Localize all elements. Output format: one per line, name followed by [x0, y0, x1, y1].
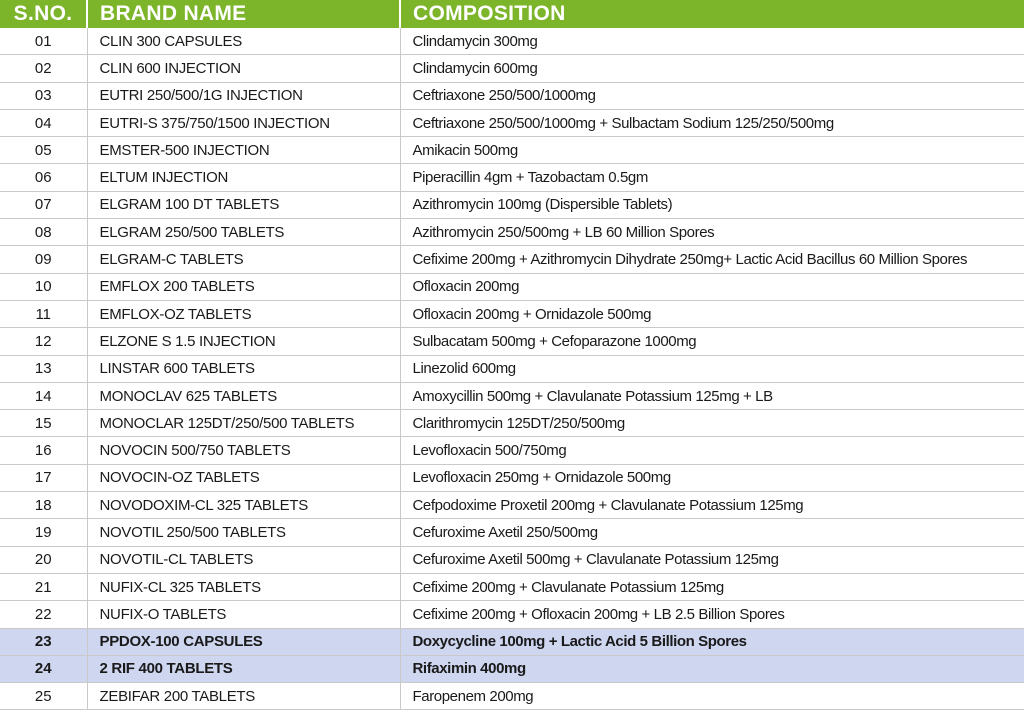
table-row	[0, 519, 1024, 546]
table-row	[0, 628, 1024, 655]
composition-cell: Cefuroxime Axetil 500mg + Clavulanate Potassium 125mg	[400, 546, 1024, 573]
brand-name-cell: MONOCLAV 625 TABLETS	[87, 382, 400, 409]
table-row	[0, 328, 1024, 355]
table-row	[0, 300, 1024, 327]
header-composition: COMPOSITION	[400, 0, 1024, 28]
sno-cell: 24	[0, 655, 87, 682]
table-row	[0, 655, 1024, 682]
header-row	[0, 0, 1024, 28]
sno-cell: 03	[0, 82, 87, 109]
table-row	[0, 601, 1024, 628]
composition-cell: Ceftriaxone 250/500/1000mg + Sulbactam Sodium 125/250/500mg	[400, 109, 1024, 136]
sno-cell: 25	[0, 683, 87, 710]
brand-name-cell: ELGRAM 250/500 TABLETS	[87, 219, 400, 246]
sno-cell: 02	[0, 55, 87, 82]
brand-name-cell: ELGRAM 100 DT TABLETS	[87, 191, 400, 218]
sno-cell: 01	[0, 28, 87, 55]
table-row	[0, 410, 1024, 437]
brand-name-cell: LINSTAR 600 TABLETS	[87, 355, 400, 382]
sno-cell: 21	[0, 573, 87, 600]
table-row	[0, 82, 1024, 109]
composition-cell: Ofloxacin 200mg + Ornidazole 500mg	[400, 300, 1024, 327]
composition-cell: Cefixime 200mg + Clavulanate Potassium 125mg	[400, 573, 1024, 600]
table-row	[0, 246, 1024, 273]
brand-name-cell: NOVOCIN 500/750 TABLETS	[87, 437, 400, 464]
sno-cell: 05	[0, 137, 87, 164]
table-row	[0, 382, 1024, 409]
brand-name-cell: EMFLOX 200 TABLETS	[87, 273, 400, 300]
sno-cell: 19	[0, 519, 87, 546]
brand-name-cell: EMFLOX-OZ TABLETS	[87, 300, 400, 327]
composition-cell: Doxycycline 100mg + Lactic Acid 5 Billion Spores	[400, 628, 1024, 655]
composition-cell: Azithromycin 250/500mg + LB 60 Million Spores	[400, 219, 1024, 246]
brand-name-cell: CLIN 300 CAPSULES	[87, 28, 400, 55]
sno-cell: 06	[0, 164, 87, 191]
brand-name-cell: ELGRAM-C TABLETS	[87, 246, 400, 273]
composition-cell: Ofloxacin 200mg	[400, 273, 1024, 300]
composition-cell: Amoxycillin 500mg + Clavulanate Potassium 125mg + LB	[400, 382, 1024, 409]
composition-cell: Rifaximin 400mg	[400, 655, 1024, 682]
sno-cell: 07	[0, 191, 87, 218]
brand-name-cell: NOVODOXIM-CL 325 TABLETS	[87, 492, 400, 519]
sno-cell: 12	[0, 328, 87, 355]
composition-cell: Azithromycin 100mg (Dispersible Tablets)	[400, 191, 1024, 218]
sno-cell: 14	[0, 382, 87, 409]
composition-cell: Clindamycin 600mg	[400, 55, 1024, 82]
composition-cell: Cefixime 200mg + Azithromycin Dihydrate 250mg+ Lactic Acid Bacillus 60 Million Spores	[400, 246, 1024, 273]
table-row	[0, 28, 1024, 55]
brand-name-cell: NOVOTIL 250/500 TABLETS	[87, 519, 400, 546]
composition-cell: Cefuroxime Axetil 250/500mg	[400, 519, 1024, 546]
sno-cell: 23	[0, 628, 87, 655]
sno-cell: 17	[0, 464, 87, 491]
sno-cell: 20	[0, 546, 87, 573]
composition-cell: Faropenem 200mg	[400, 683, 1024, 710]
header-sno: S.NO.	[0, 0, 87, 28]
table-row	[0, 164, 1024, 191]
sno-cell: 08	[0, 219, 87, 246]
brand-name-cell: MONOCLAR 125DT/250/500 TABLETS	[87, 410, 400, 437]
sno-cell: 13	[0, 355, 87, 382]
composition-cell: Cefixime 200mg + Ofloxacin 200mg + LB 2.5 Billion Spores	[400, 601, 1024, 628]
table-row	[0, 573, 1024, 600]
table-row	[0, 191, 1024, 218]
sno-cell: 10	[0, 273, 87, 300]
composition-cell: Cefpodoxime Proxetil 200mg + Clavulanate Potassium 125mg	[400, 492, 1024, 519]
table-row	[0, 109, 1024, 136]
sno-cell: 09	[0, 246, 87, 273]
composition-cell: Amikacin 500mg	[400, 137, 1024, 164]
table-header	[0, 0, 1024, 28]
header-brand-name: BRAND NAME	[87, 0, 400, 28]
table-row	[0, 546, 1024, 573]
brand-name-cell: CLIN 600 INJECTION	[87, 55, 400, 82]
composition-cell: Sulbacatam 500mg + Cefoparazone 1000mg	[400, 328, 1024, 355]
table-row	[0, 355, 1024, 382]
brand-name-cell: EUTRI 250/500/1G INJECTION	[87, 82, 400, 109]
brand-name-cell: PPDOX-100 CAPSULES	[87, 628, 400, 655]
brand-name-cell: EUTRI-S 375/750/1500 INJECTION	[87, 109, 400, 136]
table-row	[0, 683, 1024, 710]
brand-name-cell: 2 RIF 400 TABLETS	[87, 655, 400, 682]
brand-name-cell: NOVOTIL-CL TABLETS	[87, 546, 400, 573]
table-row	[0, 55, 1024, 82]
brand-name-cell: NUFIX-CL 325 TABLETS	[87, 573, 400, 600]
table-row	[0, 219, 1024, 246]
sno-cell: 04	[0, 109, 87, 136]
table-row	[0, 492, 1024, 519]
composition-cell: Clarithromycin 125DT/250/500mg	[400, 410, 1024, 437]
composition-cell: Levofloxacin 250mg + Ornidazole 500mg	[400, 464, 1024, 491]
sno-cell: 16	[0, 437, 87, 464]
table-row	[0, 437, 1024, 464]
table-row	[0, 137, 1024, 164]
table-row	[0, 273, 1024, 300]
brand-name-cell: NOVOCIN-OZ TABLETS	[87, 464, 400, 491]
sno-cell: 22	[0, 601, 87, 628]
brand-name-cell: NUFIX-O TABLETS	[87, 601, 400, 628]
composition-cell: Linezolid 600mg	[400, 355, 1024, 382]
sno-cell: 18	[0, 492, 87, 519]
sno-cell: 11	[0, 300, 87, 327]
brand-name-cell: ZEBIFAR 200 TABLETS	[87, 683, 400, 710]
brand-name-cell: ELZONE S 1.5 INJECTION	[87, 328, 400, 355]
composition-cell: Levofloxacin 500/750mg	[400, 437, 1024, 464]
brand-name-cell: EMSTER-500 INJECTION	[87, 137, 400, 164]
composition-cell: Ceftriaxone 250/500/1000mg	[400, 82, 1024, 109]
table-row	[0, 464, 1024, 491]
composition-cell: Clindamycin 300mg	[400, 28, 1024, 55]
brand-name-cell: ELTUM INJECTION	[87, 164, 400, 191]
composition-cell: Piperacillin 4gm + Tazobactam 0.5gm	[400, 164, 1024, 191]
table-body	[0, 28, 1024, 710]
sno-cell: 15	[0, 410, 87, 437]
